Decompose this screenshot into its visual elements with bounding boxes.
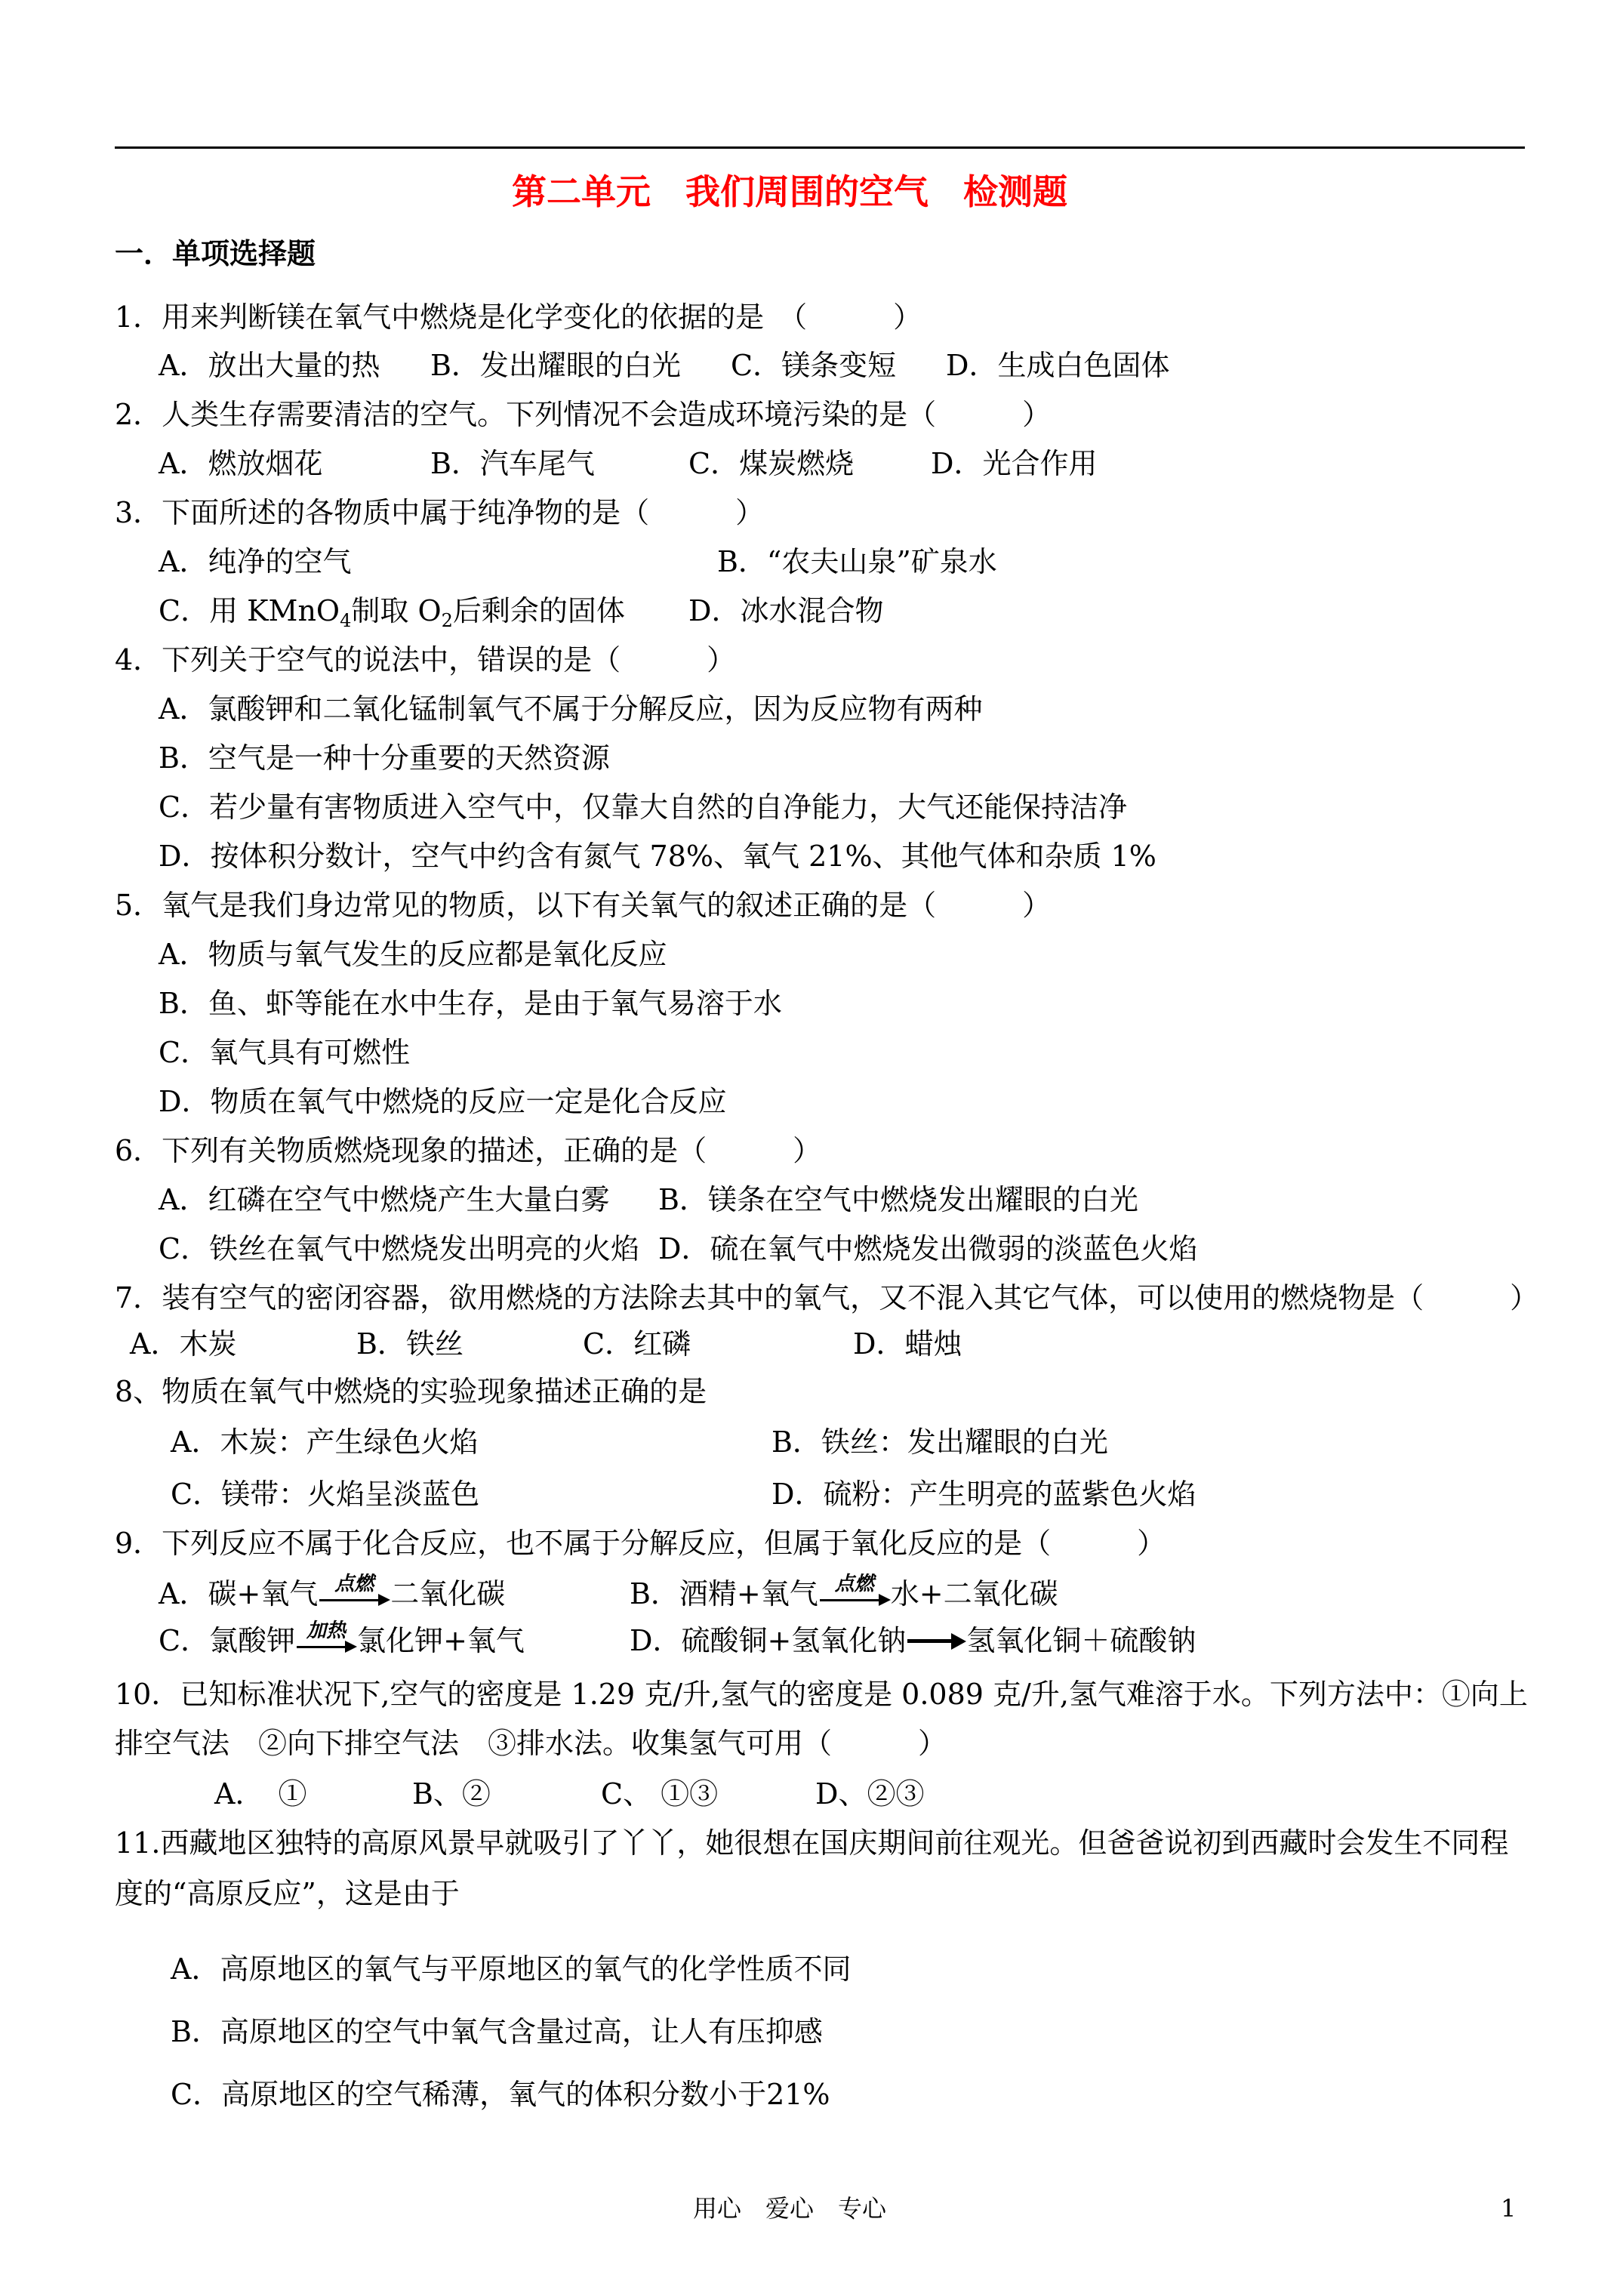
question-5-option-a: A．物质与氧气发生的反应都是氧化反应 xyxy=(159,938,667,971)
question-9-option-b xyxy=(630,1573,1058,1611)
question-3-option-b: B．“农夫山泉”矿泉水 xyxy=(717,545,997,578)
question-1-option-c: C．镁条变短 xyxy=(731,349,897,382)
footer-motto: 用心 爱心 专心 xyxy=(693,2194,887,2223)
question-4-stem: 4．下列关于空气的说法中，错误的是（ ） xyxy=(115,643,736,676)
question-9-option-b-reactants: B．酒精+氧气 xyxy=(630,1577,818,1610)
question-9-option-c-reactants: C．氯酸钾 xyxy=(159,1624,296,1657)
question-9-option-d xyxy=(630,1623,1196,1658)
question-3-option-d: D．冰水混合物 xyxy=(688,594,884,627)
question-11-option-c: C．高原地区的空气稀薄，氧气的体积分数小于21% xyxy=(171,2078,830,2111)
question-4-option-d: D．按体积分数计，空气中约含有氮气 78%、氧气 21%、其他气体和杂质 1% xyxy=(159,840,1156,873)
question-11-stem-line1: 11.西藏地区独特的高原风景早就吸引了丫丫，她很想在国庆期间前往观光。但爸爸说初到西藏时会发生不同程 xyxy=(115,1826,1509,1860)
question-10-option-c: C、 ①③ xyxy=(601,1777,719,1811)
question-3-stem: 3．下面所述的各物质中属于纯净物的是（ ） xyxy=(115,496,765,529)
question-3-option-c-post: 后剩余的固体 xyxy=(452,594,625,627)
question-5-option-c: C．氧气具有可燃性 xyxy=(159,1036,411,1069)
page-number: 1 xyxy=(1501,2194,1517,2223)
question-7-option-d: D．蜡烛 xyxy=(853,1327,962,1361)
question-3-option-c-pre: C．用 KMnO xyxy=(159,594,340,627)
question-1-stem: 1．用来判断镁在氧气中燃烧是化学变化的依据的是 （ ） xyxy=(115,300,922,334)
question-10-stem-line2: 排空气法 ②向下排空气法 ③排水法。收集氢气可用（ ） xyxy=(115,1727,947,1760)
question-11-option-a: A．高原地区的氧气与平原地区的氧气的化学性质不同 xyxy=(171,1952,852,1986)
question-10-option-b: B、② xyxy=(412,1777,491,1811)
question-10-stem-line1: 10．已知标准状况下,空气的密度是 1.29 克/升,氢气的密度是 0.089 克/升,氢气难溶于水。下列方法中：①向上 xyxy=(115,1678,1528,1711)
page-title: 第二单元 我们周围的空气 检测题 xyxy=(512,171,1067,212)
question-1-option-d: D．生成白色固体 xyxy=(946,349,1170,382)
question-5-stem: 5．氧气是我们身边常见的物质，以下有关氧气的叙述正确的是（ ） xyxy=(115,889,1052,922)
question-5-option-d: D．物质在氧气中燃烧的反应一定是化合反应 xyxy=(159,1085,727,1118)
question-6-option-c: C．铁丝在氧气中燃烧发出明亮的火焰 xyxy=(159,1232,640,1265)
question-2-stem: 2．人类生存需要清洁的空气。下列情况不会造成环境污染的是（ ） xyxy=(115,398,1052,431)
question-9-option-a xyxy=(159,1573,506,1611)
question-8-stem: 8、物质在氧气中燃烧的实验现象描述正确的是 xyxy=(115,1375,707,1408)
solid-arrow-icon xyxy=(906,1623,966,1658)
question-9-option-d-products: 氢氧化铜＋硫酸钠 xyxy=(966,1624,1196,1657)
question-11-option-b: B．高原地区的空气中氧气含量过高，让人有压抑感 xyxy=(171,2015,823,2048)
reaction-arrow-icon xyxy=(295,1620,357,1658)
reaction-arrow-icon xyxy=(318,1573,390,1611)
question-7-option-c: C．红磷 xyxy=(583,1327,691,1361)
question-6-option-a: A．红磷在空气中燃烧产生大量白雾 xyxy=(159,1183,610,1216)
question-10-option-d: D、②③ xyxy=(815,1777,925,1811)
question-4-option-a: A．氯酸钾和二氧化锰制氧气不属于分解反应，因为反应物有两种 xyxy=(159,692,983,726)
question-2-option-a: A．燃放烟花 xyxy=(159,447,323,480)
question-6-option-d: D．硫在氧气中燃烧发出微弱的淡蓝色火焰 xyxy=(658,1232,1198,1265)
question-3-option-c-sub1: 4 xyxy=(340,610,352,631)
question-4-option-b: B．空气是一种十分重要的天然资源 xyxy=(159,741,610,775)
question-8-option-a: A．木炭：产生绿色火焰 xyxy=(171,1425,479,1459)
question-7-stem: 7．装有空气的密闭容器，欲用燃烧的方法除去其中的氧气，又不混入其它气体，可以使用的燃烧物是（ ） xyxy=(115,1281,1539,1314)
question-8-option-b: B．铁丝：发出耀眼的白光 xyxy=(771,1425,1108,1459)
question-9-option-a-products: 二氧化碳 xyxy=(390,1577,506,1610)
question-3-option-c xyxy=(159,593,625,631)
question-8-option-d: D．硫粉：产生明亮的蓝紫色火焰 xyxy=(771,1478,1196,1511)
question-2-option-c: C．煤炭燃烧 xyxy=(688,447,855,480)
question-1-option-b: B．发出耀眼的白光 xyxy=(430,349,681,382)
question-9-option-a-condition: 点燃 xyxy=(334,1573,374,1595)
question-10-option-a: A． ① xyxy=(214,1777,307,1811)
question-1-option-a: A．放出大量的热 xyxy=(159,349,380,382)
question-6-option-b: B．镁条在空气中燃烧发出耀眼的白光 xyxy=(658,1183,1138,1216)
question-11-stem-line2: 度的“高原反应”，这是由于 xyxy=(115,1877,460,1910)
question-9-option-c-condition: 加热 xyxy=(306,1620,346,1642)
question-9-option-b-products: 水+二氧化碳 xyxy=(890,1577,1058,1610)
question-6-stem: 6．下列有关物质燃烧现象的描述，正确的是（ ） xyxy=(115,1134,822,1167)
question-9-option-c xyxy=(159,1620,525,1658)
question-9-option-b-condition: 点燃 xyxy=(834,1573,874,1595)
question-8-option-c: C．镁带：火焰呈淡蓝色 xyxy=(171,1478,480,1511)
question-7-option-b: B．铁丝 xyxy=(356,1327,463,1361)
section-heading: 一．单项选择题 xyxy=(115,236,316,270)
question-2-option-b: B．汽车尾气 xyxy=(430,447,595,480)
question-7-option-a: A．木炭 xyxy=(130,1327,237,1361)
question-5-option-b: B．鱼、虾等能在水中生存，是由于氧气易溶于水 xyxy=(159,987,782,1020)
question-9-option-c-products: 氯化钾+氧气 xyxy=(357,1624,525,1657)
question-9-stem: 9．下列反应不属于化合反应，也不属于分解反应，但属于氧化反应的是（ ） xyxy=(115,1527,1166,1560)
question-9-option-a-reactants: A．碳+氧气 xyxy=(159,1577,319,1610)
question-2-option-d: D．光合作用 xyxy=(931,447,1098,480)
question-4-option-c: C．若少量有害物质进入空气中，仅靠大自然的自净能力，大气还能保持洁净 xyxy=(159,791,1128,824)
question-3-option-c-sub2: 2 xyxy=(441,610,453,631)
question-3-option-a: A．纯净的空气 xyxy=(159,545,352,578)
question-3-option-c-mid: 制取 O xyxy=(351,594,442,627)
question-9-option-d-reactants: D．硫酸铜+氢氧化钠 xyxy=(630,1624,907,1657)
reaction-arrow-icon xyxy=(818,1573,891,1611)
header-rule xyxy=(115,146,1525,149)
